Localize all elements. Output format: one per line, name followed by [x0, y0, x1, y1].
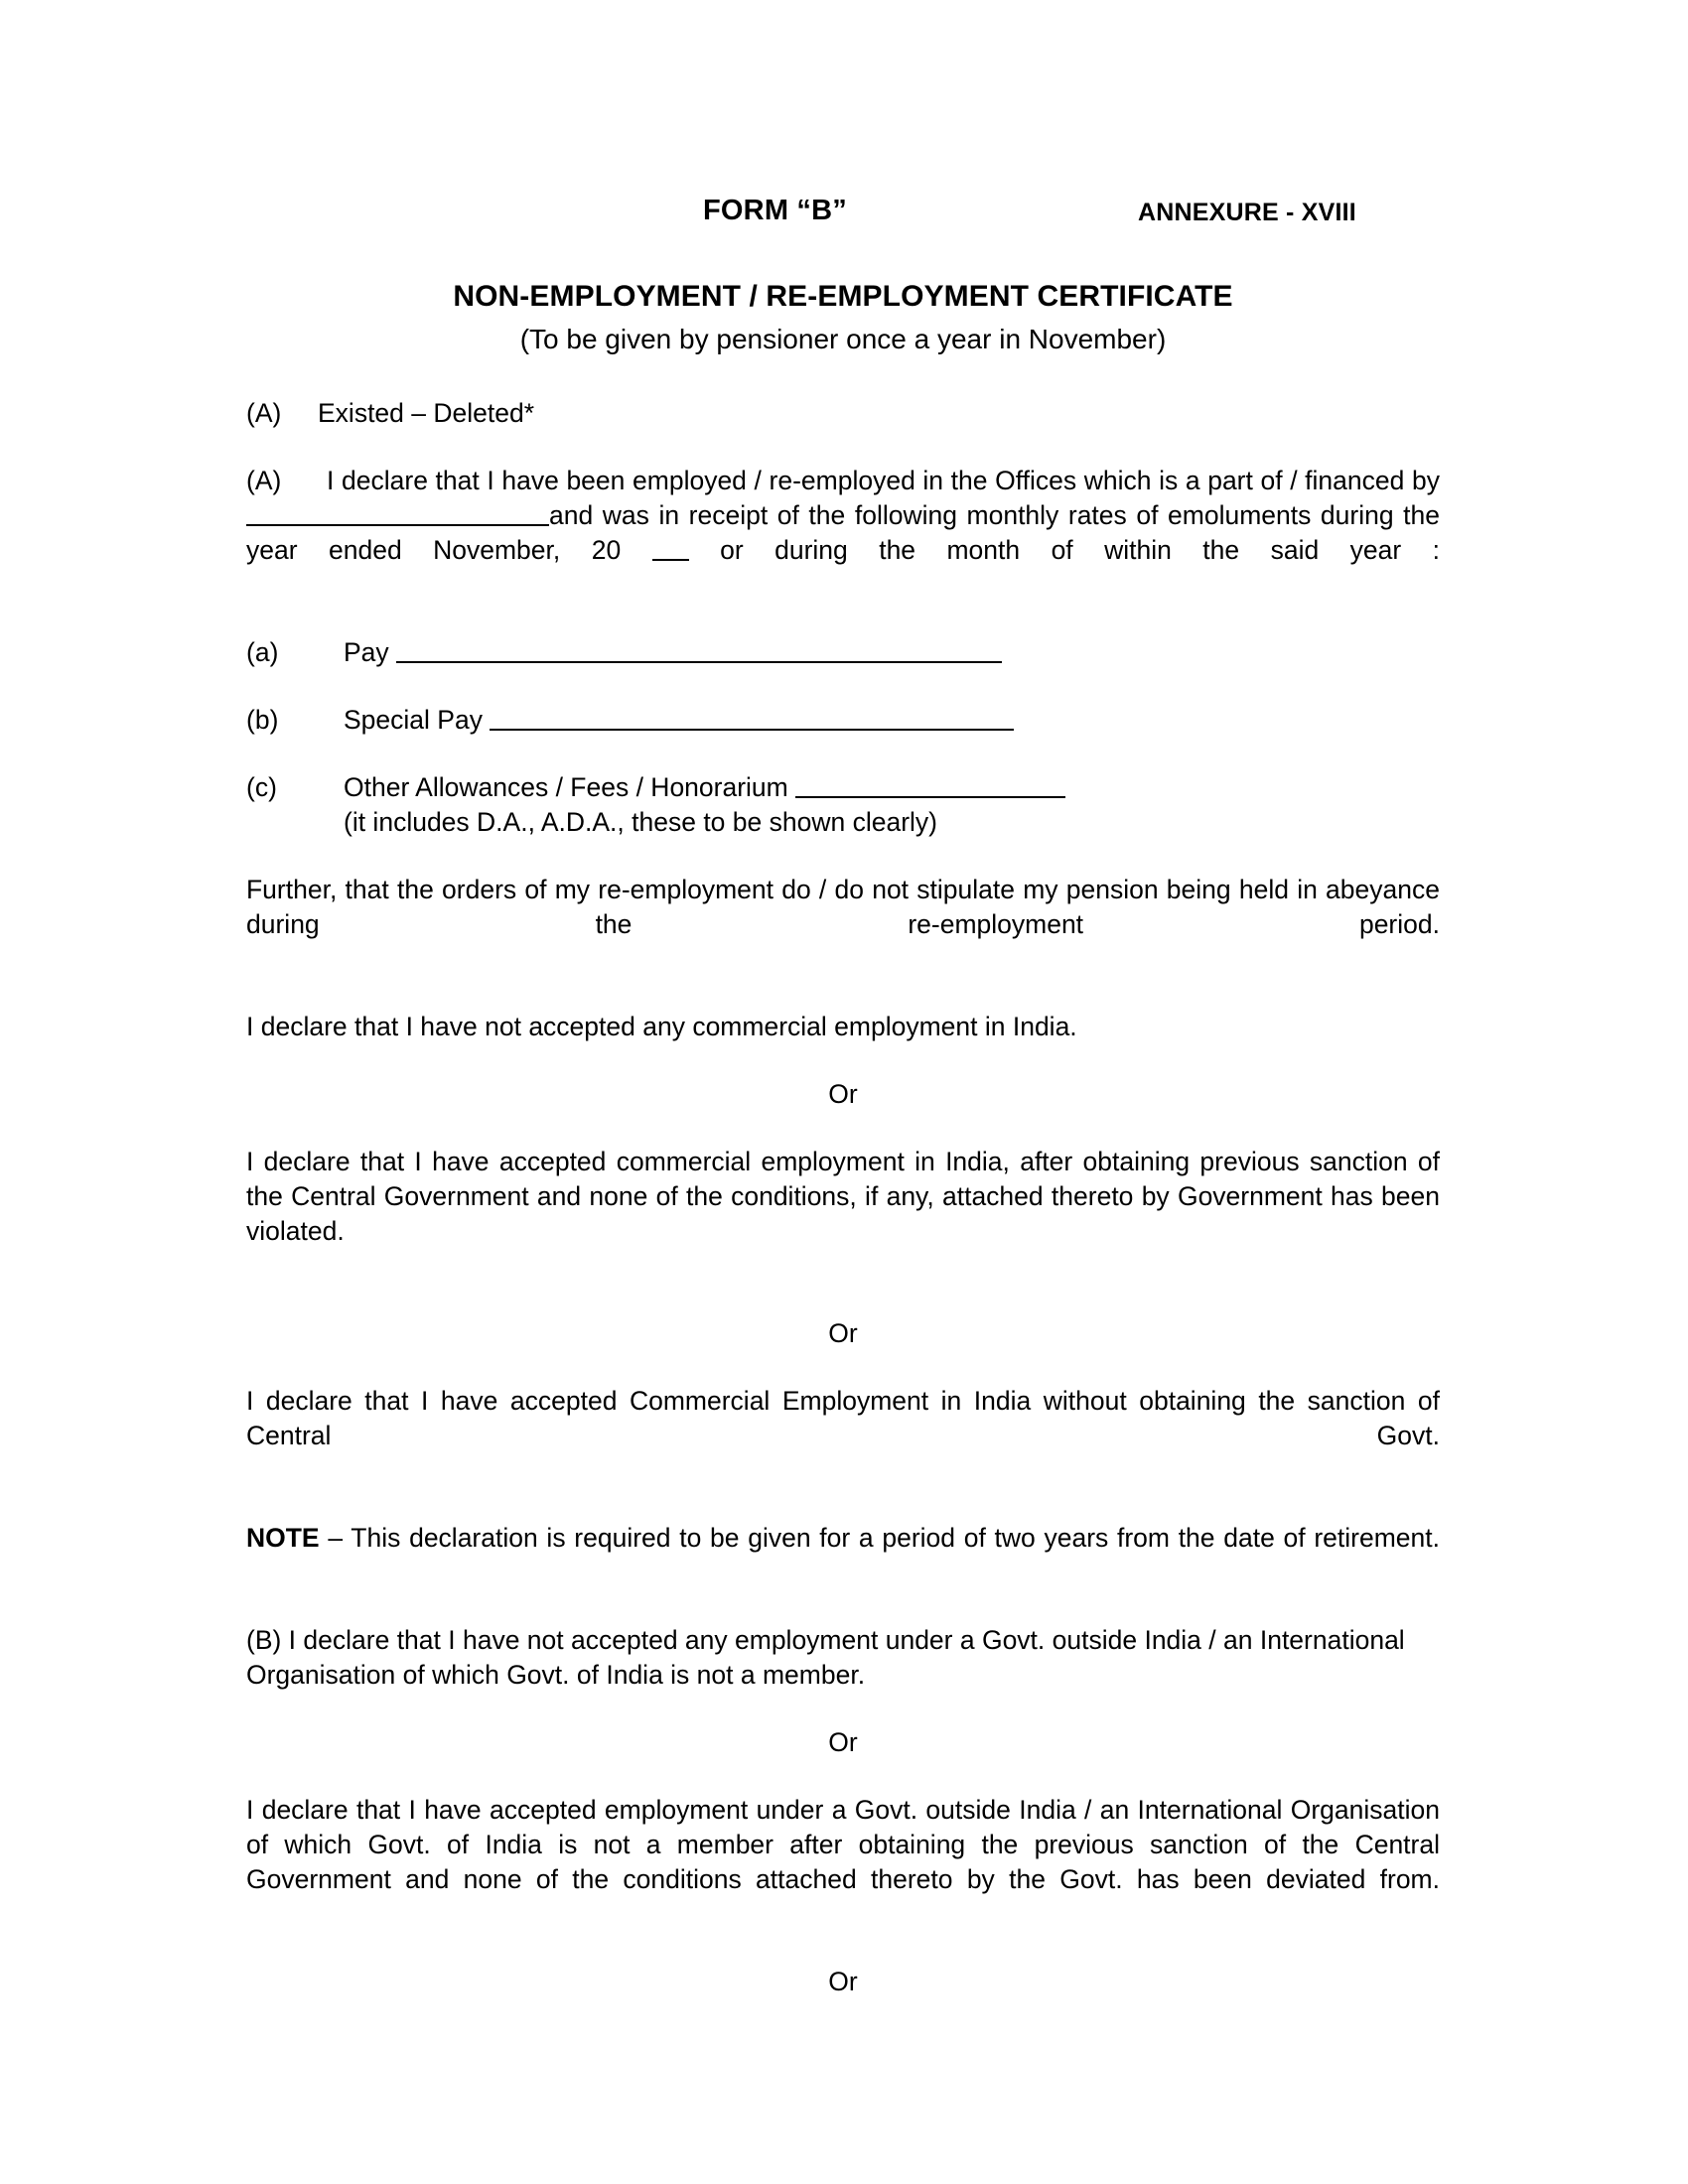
pay-fill-in[interactable] [396, 635, 1002, 662]
section-a-declaration [246, 464, 1440, 603]
section-a-deleted [246, 396, 1440, 431]
year-fill-in[interactable] [652, 533, 689, 560]
emolument-item-note: (it includes D.A., A.D.A., these to be shown clearly) [344, 806, 937, 837]
emolument-item-marker: (b) [246, 704, 279, 735]
spacer [246, 603, 1440, 635]
document-header [246, 195, 1440, 234]
emolument-item-label: Special Pay [344, 704, 483, 735]
document-content [246, 0, 1440, 1999]
spacer [246, 977, 1440, 1010]
or-separator-2: Or [828, 1317, 858, 1348]
section-b-foreign-with-sanction: I declare that I have accepted employment under a Govt. outside India / an International Organisation of which Govt. of India is not a member after obtaining the previous sanction of the Central Government and none of the conditions attached thereto by the Govt. has been deviated from. [246, 1794, 1440, 1894]
special-pay-fill-in[interactable] [490, 703, 1014, 730]
spacer [246, 840, 1440, 873]
declaration-commercial-none: I declare that I have not accepted any commercial employment in India. [246, 1011, 1077, 1041]
spacer [246, 1590, 1440, 1623]
spacer [246, 1932, 1440, 1965]
emolument-item-label: Other Allowances / Fees / Honorarium [344, 771, 788, 802]
note-text: – This declaration is required to be given for a period of two years from the date of retirement. [328, 1522, 1440, 1553]
page-subtitle: (To be given by pensioner once a year in November) [519, 323, 1167, 354]
section-a-deleted-tag: (A) [246, 397, 282, 428]
spacer [246, 431, 1440, 464]
page-title: NON-EMPLOYMENT / RE-EMPLOYMENT CERTIFICATE [453, 280, 1233, 313]
note-block [246, 1521, 1440, 1590]
section-a-declaration-text-3: or during the month of within the said year : [720, 534, 1440, 565]
or-separator-4: Or [828, 1966, 858, 1996]
spacer [246, 1044, 1440, 1077]
other-allowances-fill-in[interactable] [795, 770, 1065, 797]
further-clause: Further, that the orders of my re-employment do / do not stipulate my pension being held in abeyance during the re-employment period. [246, 874, 1440, 939]
section-a-deleted-text: Existed – Deleted* [318, 397, 535, 428]
spacer [246, 356, 1440, 396]
financed-by-fill-in[interactable] [246, 498, 549, 525]
section-b-no-foreign-employment: (B) I declare that I have not accepted any employment under a Govt. outside India / an International Organisation of which Govt. of India is not a member. [246, 1624, 1405, 1690]
or-separator-1: Or [828, 1078, 858, 1109]
spacer [246, 738, 1440, 770]
emolument-item-other-allowances [246, 770, 1440, 840]
spacer [246, 1351, 1440, 1384]
spacer [246, 1112, 1440, 1145]
emolument-item-label: Pay [344, 636, 389, 667]
section-a-declaration-tag: (A) [246, 465, 282, 495]
form-label: FORM “B” [703, 195, 847, 226]
section-a-declaration-text-2: and was in receipt of the following monthly rates of emoluments during the year ended November, 20 [246, 499, 1440, 565]
spacer [246, 1488, 1440, 1521]
spacer [246, 670, 1440, 703]
or-separator-3: Or [828, 1726, 858, 1757]
emolument-item-marker: (a) [246, 636, 279, 667]
spacer [246, 1693, 1440, 1725]
spacer [246, 1284, 1440, 1316]
emolument-item-special-pay [246, 703, 1440, 738]
section-a-declaration-text-1: I declare that I have been employed / re-employed in the Offices which is a part of / financed by [327, 465, 1440, 495]
emolument-item-marker: (c) [246, 771, 277, 802]
note-label: NOTE [246, 1522, 320, 1553]
annexure-label: ANNEXURE - XVIII [1138, 199, 1356, 226]
spacer [246, 1760, 1440, 1793]
declaration-commercial-without-sanction: I declare that I have accepted Commercial Employment in India without obtaining the sanction of Central Govt. [246, 1385, 1440, 1450]
emolument-item-pay [246, 635, 1440, 670]
declaration-commercial-with-sanction: I declare that I have accepted commercial employment in India, after obtaining previous sanction of the Central Government and none of the conditions, if any, attached thereto by Government has been violated. [246, 1146, 1440, 1246]
